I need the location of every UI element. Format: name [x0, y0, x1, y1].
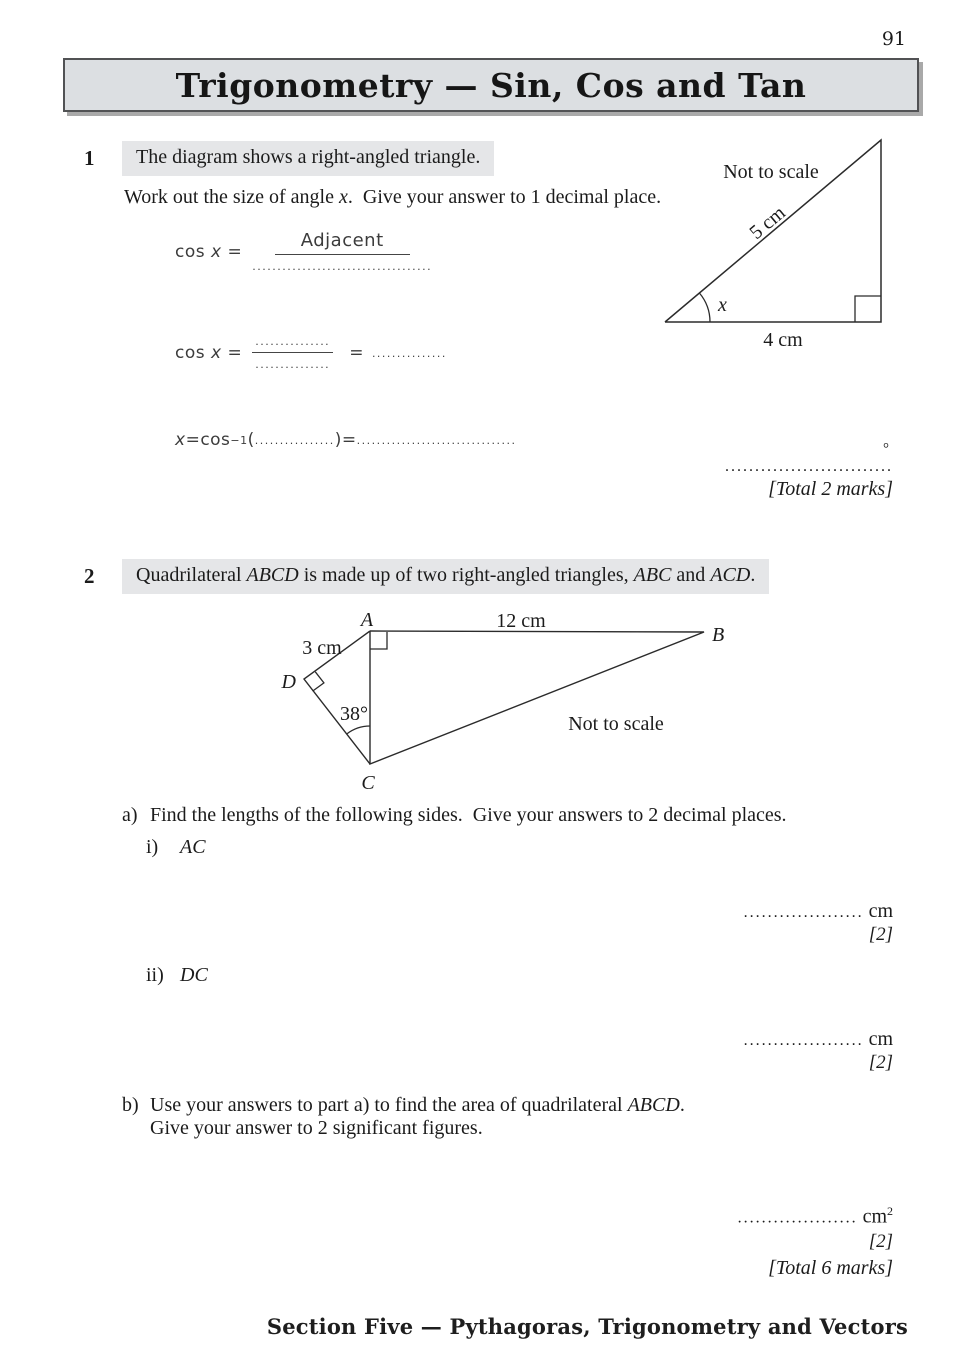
q2-part-a-i — [146, 836, 206, 859]
q2-intro — [122, 559, 769, 594]
q1-eq3-inverse-exponent: −1 — [230, 433, 248, 447]
q2-intro-acd: ACD — [710, 564, 751, 586]
q2-part-b-line1-abcd: ABCD — [627, 1094, 680, 1116]
q1-eq2-numerator-blank: ............... — [252, 335, 333, 353]
q2-part-b-label: b) — [122, 1094, 139, 1116]
q2-b-answer-line: .................... $cm^2$ — [737, 1204, 893, 1228]
q2-quadrilateral-diagram — [270, 602, 730, 802]
q2-part-a-i-side: AC — [180, 836, 206, 858]
q2-side-ad-label: 3 cm — [302, 637, 342, 659]
q2-b-marks: [2] — [868, 1230, 893, 1252]
q1-eq2-result-blank: ............... — [371, 346, 447, 360]
q1-answer-area — [673, 441, 893, 501]
q2-angle-arc-c — [347, 726, 370, 734]
q1-task-var: x — [339, 186, 348, 208]
q2-part-b-line2: Give your answer to 2 significant figures. — [150, 1117, 483, 1139]
q2-part-a-i-label: i) — [146, 836, 159, 858]
q2-a-i-answer-line: .................... cm — [743, 900, 893, 922]
q1-degree-symbol: ° — [883, 441, 889, 457]
q1-angle-arc — [699, 293, 710, 322]
q1-eq3-close-paren: ) — [334, 430, 342, 450]
q2-angle-c-label: 38° — [340, 703, 368, 725]
q2-b-unit-exponent: 2 — [887, 1204, 893, 1218]
q2-intro-mid1: is made up of two right-angled triangles, — [298, 564, 634, 586]
q1-angle-x-label: x — [718, 294, 727, 316]
q2-intro-pre: Quadrilateral — [136, 564, 247, 586]
q1-eq1-fraction — [252, 230, 432, 273]
q1-eq3-open-paren: ( — [247, 430, 255, 450]
q2-intro-mid2: and — [671, 564, 711, 586]
q2-part-a-ii-side: DC — [180, 964, 208, 986]
q1-equation-3 — [175, 430, 517, 450]
q1-eq2-lhs: cos x = — [175, 343, 243, 363]
q2-b-answer-area — [653, 1204, 893, 1280]
q2-intro-abcd: ABCD — [246, 564, 299, 586]
q1-hypotenuse-label: 5 cm — [745, 201, 790, 244]
q1-eq1-numerator: Adjacent — [275, 230, 410, 255]
q2-a-ii-answer-area — [673, 1028, 893, 1074]
q2-right-angle-marker-d — [313, 672, 324, 691]
q1-task-post: . Give your answer to 1 decimal place. — [347, 186, 662, 208]
q2-a-ii-answer-line: .................... cm — [743, 1028, 893, 1050]
q2-side-ab-label: 12 cm — [496, 610, 546, 632]
q2-part-a-ii — [146, 964, 208, 987]
q1-equation-1 — [175, 230, 432, 273]
q2-vertex-c-label: C — [361, 772, 375, 794]
q2-vertex-a-label: A — [360, 609, 374, 631]
q1-equation-2 — [175, 335, 447, 371]
q2-part-a-label: a) — [122, 804, 138, 826]
q1-eq1-lhs: cos x = — [175, 241, 243, 262]
q2-a-i-marks: [2] — [868, 924, 893, 945]
q1-eq3-var: x — [175, 430, 186, 450]
q1-task-pre: Work out the size of angle — [124, 186, 339, 208]
q1-base-label: 4 cm — [763, 329, 803, 351]
q2-number: 2 — [84, 564, 95, 588]
q2-right-angle-marker-a — [370, 632, 387, 649]
title-banner — [63, 58, 919, 112]
q1-eq3-equals: = — [185, 430, 201, 450]
q1-eq1-denominator-blank: .................................... — [252, 260, 433, 273]
q2-part-a — [122, 804, 787, 827]
page-title: Trigonometry — Sin, Cos and Tan — [175, 65, 807, 105]
section-footer: Section Five — Pythagoras, Trigonometry and Vectors — [266, 1314, 908, 1339]
q1-eq3-result-blank: ................................ — [356, 433, 517, 447]
q2-part-a-text: Find the lengths of the following sides. Give your answers to 2 decimal places. — [150, 804, 787, 826]
q2-not-to-scale-label: Not to scale — [568, 713, 664, 735]
q1-eq2-denominator-blank: ............... — [255, 358, 331, 371]
q1-eq3-arg-blank: ................ — [254, 433, 335, 447]
q2-part-b-line1-post: . — [679, 1094, 685, 1116]
q1-eq3-func: cos — [200, 430, 231, 450]
q2-intro-post: . — [750, 564, 756, 586]
q2-part-b-text — [150, 1094, 685, 1140]
q1-triangle-diagram — [640, 130, 940, 355]
q2-triangle-abc-outline — [370, 631, 704, 764]
page-number: 91 — [881, 28, 906, 50]
q2-intro-abc: ABC — [633, 564, 672, 586]
q1-intro: The diagram shows a right-angled triangle. — [122, 141, 494, 176]
q2-a-ii-marks: [2] — [868, 1052, 893, 1073]
q1-eq2-fraction — [252, 335, 333, 371]
q2-part-a-ii-label: ii) — [146, 964, 164, 986]
q1-task — [124, 186, 661, 209]
q1-number: 1 — [84, 146, 95, 170]
q1-total-marks: [Total 2 marks] — [768, 478, 893, 500]
q2-part-b-line1-pre: Use your answers to part a) to find the area of quadrilateral — [150, 1094, 628, 1116]
q2-a-i-answer-area — [673, 900, 893, 946]
q1-right-angle-marker — [855, 296, 881, 322]
q1-not-to-scale-label: Not to scale — [723, 161, 819, 183]
q2-vertex-d-label: D — [281, 671, 296, 693]
q1-answer-line: ............................ — [725, 458, 893, 475]
q1-eq3-equals2: = — [341, 430, 357, 450]
q1-eq2-equals2: = — [349, 343, 364, 363]
q2-part-b — [122, 1094, 685, 1140]
q2-vertex-b-label: B — [712, 624, 725, 646]
q2-total-marks: [Total 6 marks] — [768, 1256, 893, 1279]
